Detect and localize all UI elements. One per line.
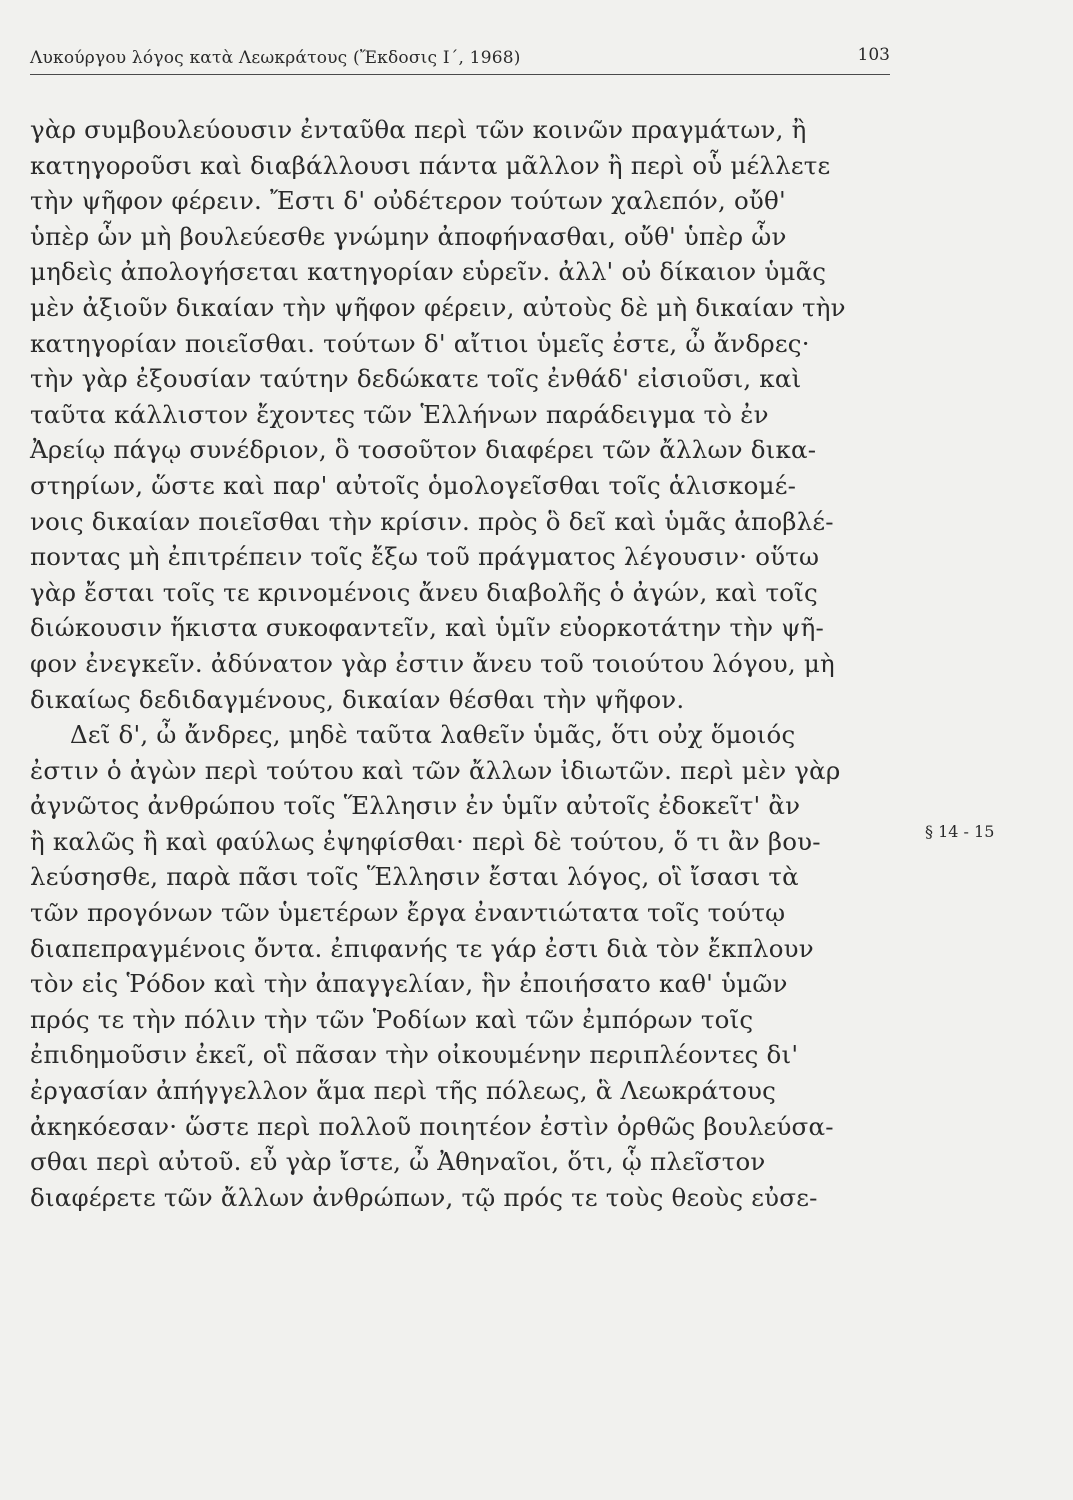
text-line: ἐστιν ὁ ἀγὼν περὶ τούτου καὶ τῶν ἄλλων ἰδιωτῶν. περὶ μὲν γὰρ	[30, 755, 841, 785]
text-line: νοις δικαίαν ποιεῖσθαι τὴν κρίσιν. πρὸς ὃ δεῖ καὶ ὑμᾶς ἀποβλέ-	[30, 506, 834, 536]
text-line: ἐργασίαν ἀπήγγελλον ἅμα περὶ τῆς πόλεως, ἃ Λεωκράτους	[30, 1076, 777, 1106]
text-line: κατηγοροῦσι καὶ διαβάλλουσι πάντα μᾶλλον ἢ περὶ οὗ μέλλετε	[30, 150, 831, 180]
text-line: γὰρ ἔσται τοῖς τε κρινομένοις ἄνευ διαβολῆς ὁ ἀγών, καὶ τοῖς	[30, 577, 818, 607]
text-line: λεύσησθε, παρὰ πᾶσι τοῖς Ἕλλησιν ἔσται λόγος, οἳ ἴσασι τὰ	[30, 862, 799, 892]
text-line: πρός τε τὴν πόλιν τὴν τῶν Ῥοδίων καὶ τῶν ἐμπόρων τοῖς	[30, 1004, 754, 1034]
text-line: ὑπὲρ ὧν μὴ βουλεύεσθε γνώμην ἀποφήνασθαι, οὔθ' ὑπὲρ ὧν	[30, 221, 787, 251]
text-line: στηρίων, ὥστε καὶ παρ' αὐτοῖς ὁμολογεῖσθαι τοῖς ἁλισκομέ-	[30, 470, 797, 500]
text-line: ποντας μὴ ἐπιτρέπειν τοῖς ἔξω τοῦ πράγματος λέγουσιν· οὕτω	[30, 542, 820, 572]
text-line: γὰρ συμβουλεύουσιν ἐνταῦθα περὶ τῶν κοινῶν πραγμάτων, ἢ	[30, 115, 807, 144]
main-text	[30, 112, 920, 1215]
running-head	[30, 40, 890, 75]
text-line: Ἀρείῳ πάγῳ συνέδριον, ὃ τοσοῦτον διαφέρει τῶν ἄλλων δικα-	[30, 435, 817, 465]
text-line: διαπεπραγμένοις ὄντα. ἐπιφανής τε γάρ ἐστι διὰ τὸν ἔκπλουν	[30, 933, 814, 963]
text-line: ἀγνῶτος ἀνθρώπου τοῖς Ἕλλησιν ἐν ὑμῖν αὐτοῖς ἐδοκεῖτ' ἂν	[30, 791, 801, 821]
text-line: ἐπιδημοῦσιν ἐκεῖ, οἳ πᾶσαν τὴν οἰκουμένην περιπλέοντες δι'	[30, 1040, 799, 1070]
text-line: τὸν εἰς Ῥόδον καὶ τὴν ἀπαγγελίαν, ἣν ἐποιήσατο καθ' ὑμῶν	[30, 969, 788, 999]
text-line: μὲν ἀξιοῦν δικαίαν τὴν ψῆφον φέρειν, αὐτοὺς δὲ μὴ δικαίαν τὴν	[30, 292, 846, 322]
text-line: κατηγορίαν ποιεῖσθαι. τούτων δ' αἴτιοι ὑμεῖς ἐστε, ὦ ἄνδρες·	[30, 328, 810, 358]
text-line: διαφέρετε τῶν ἄλλων ἀνθρώπων, τῷ πρός τε τοὺς θεοὺς εὐσε-	[30, 1182, 818, 1212]
text-line: ἀκηκόεσαν· ὥστε περὶ πολλοῦ ποιητέον ἐστὶν ὀρθῶς βουλεύσα-	[30, 1111, 834, 1141]
text-line: ἢ καλῶς ἢ καὶ φαύλως ἐψηφίσθαι· περὶ δὲ τούτου, ὅ τι ἂν βου-	[30, 826, 821, 856]
text-line: τὴν γὰρ ἐξουσίαν ταύτην δεδώκατε τοῖς ἐνθάδ' εἰσιοῦσι, καὶ	[30, 364, 802, 394]
text-line: μηδεὶς ἀπολογήσεται κατηγορίαν εὑρεῖν. ἀλλ' οὐ δίκαιον ὑμᾶς	[30, 257, 827, 287]
paragraph-start-line: Δεῖ δ', ὦ ἄνδρες, μηδὲ ταῦτα λαθεῖν ὑμᾶς, ὅτι οὐχ ὅμοιός	[30, 720, 796, 750]
text-line: τῶν προγόνων τῶν ὑμετέρων ἔργα ἐναντιώτατα τοῖς τούτῳ	[30, 898, 786, 928]
running-title: Λυκούργου λόγος κατὰ Λεωκράτους (Ἔκδοσις Ι΄, 1968)	[30, 48, 521, 68]
text-line: φον ἐνεγκεῖν. ἀδύνατον γὰρ ἐστιν ἄνευ τοῦ τοιούτου λόγου, μὴ	[30, 648, 835, 678]
text-line: διώκουσιν ἥκιστα συκοφαντεῖν, καὶ ὑμῖν εὐορκοτάτην τὴν ψῆ-	[30, 613, 824, 643]
text-line: σθαι περὶ αὐτοῦ. εὖ γὰρ ἴστε, ὦ Ἀθηναῖοι, ὅτι, ᾧ πλεῖστον	[30, 1147, 766, 1177]
section-margin-note: § 14 - 15	[925, 822, 995, 841]
text-line: ταῦτα κάλλιστον ἔχοντες τῶν Ἑλλήνων παράδειγμα τὸ ἐν	[30, 399, 769, 429]
text-line: δικαίως δεδιδαγμένους, δικαίαν θέσθαι τὴν ψῆφον.	[30, 684, 685, 714]
page-number: 103	[857, 45, 890, 65]
text-line: τὴν ψῆφον φέρειν. Ἔστι δ' οὐδέτερον τούτων χαλεπόν, οὔθ'	[30, 186, 786, 216]
